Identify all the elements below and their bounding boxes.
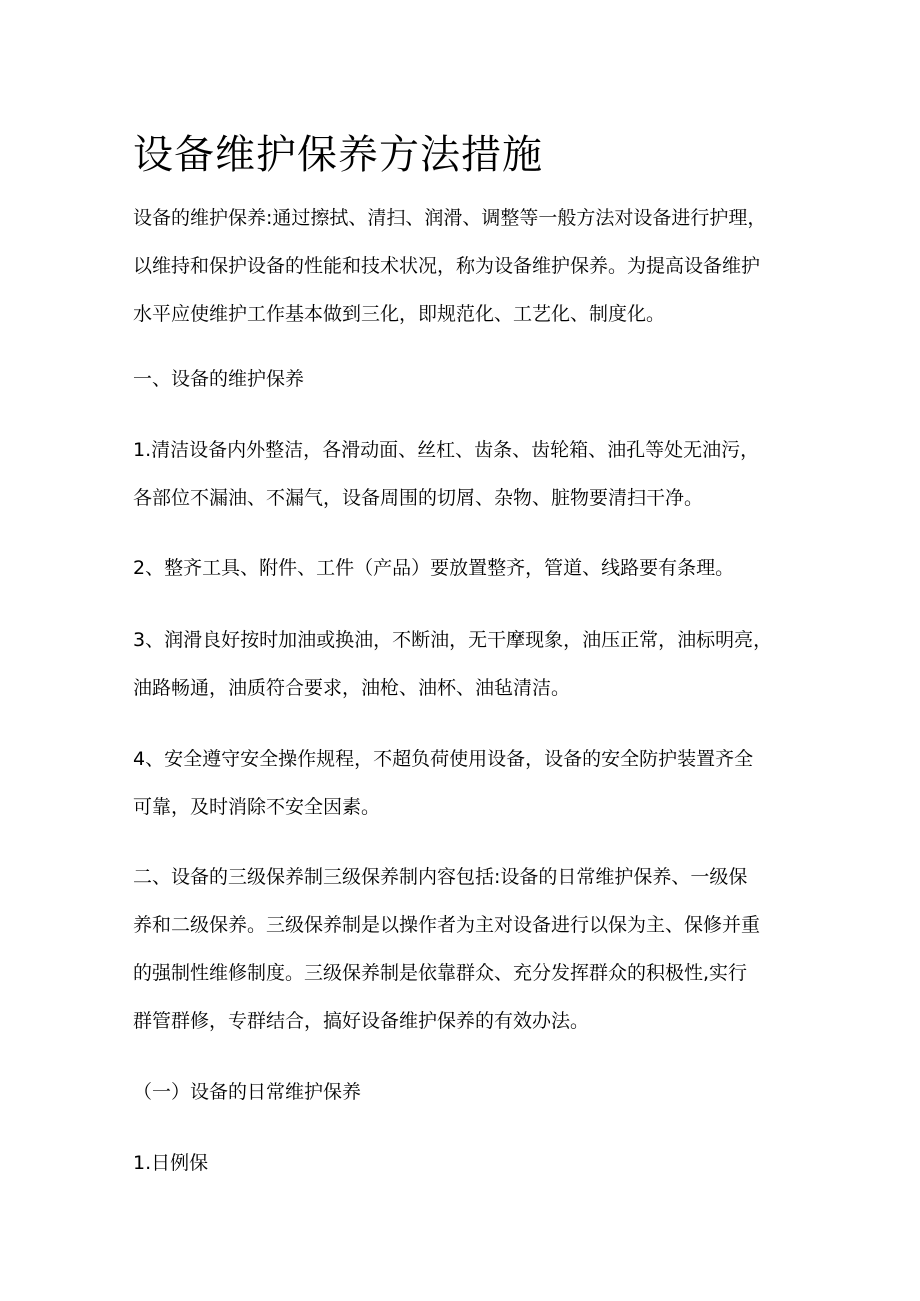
sub-list-item-daily: 1.日例保 bbox=[133, 1152, 209, 1174]
subsection-heading-daily: （一）设备的日常维护保养 bbox=[133, 1081, 362, 1103]
list-item-safety: 4、安全遵守安全操作规程，不超负荷使用设备，设备的安全防护装置齐全 可靠，及时消除不安全因素。 bbox=[133, 748, 754, 818]
section-heading-maintenance: 一、设备的维护保养 bbox=[133, 368, 305, 390]
intro-paragraph: 设备的维护保养:通过擦拭、清扫、润滑、调整等一般方法对设备进行护理， 以维持和保护设备的性能和技术状况，称为设备维护保养。为提高设备维护 水平应使维护工作基本做到三化，即规范化、工艺化、制度化。 bbox=[133, 207, 767, 325]
list-item-tidiness: 2、整齐工具、附件、工件（产品）要放置整齐，管道、线路要有条理。 bbox=[133, 557, 735, 579]
list-item-lubrication: 3、润滑良好按时加油或换油，不断油，无干摩现象，油压正常，油标明亮， 油路畅通，油质符合要求，油枪、油杯、油毡清洁。 bbox=[133, 629, 773, 699]
section-three-level-maintenance: 二、设备的三级保养制三级保养制内容包括:设备的日常维护保养、一级保 养和二级保养。三级保养制是以操作者为主对设备进行以保为主、保修并重 的强制性维修制度。三级保养制是依靠群众、充分发挥群众的积极性,实行 群管群修，专群结合，搞好设备维护保养的有效办法。 bbox=[133, 866, 761, 1032]
document-title: 设备维护保养方法措施 bbox=[133, 132, 543, 178]
list-item-cleaning: 1.清洁设备内外整洁，各滑动面、丝杠、齿条、齿轮箱、油孔等处无油污， 各部位不漏油、不漏气，设备周围的切屑、杂物、脏物要清扫干净。 bbox=[133, 439, 760, 509]
